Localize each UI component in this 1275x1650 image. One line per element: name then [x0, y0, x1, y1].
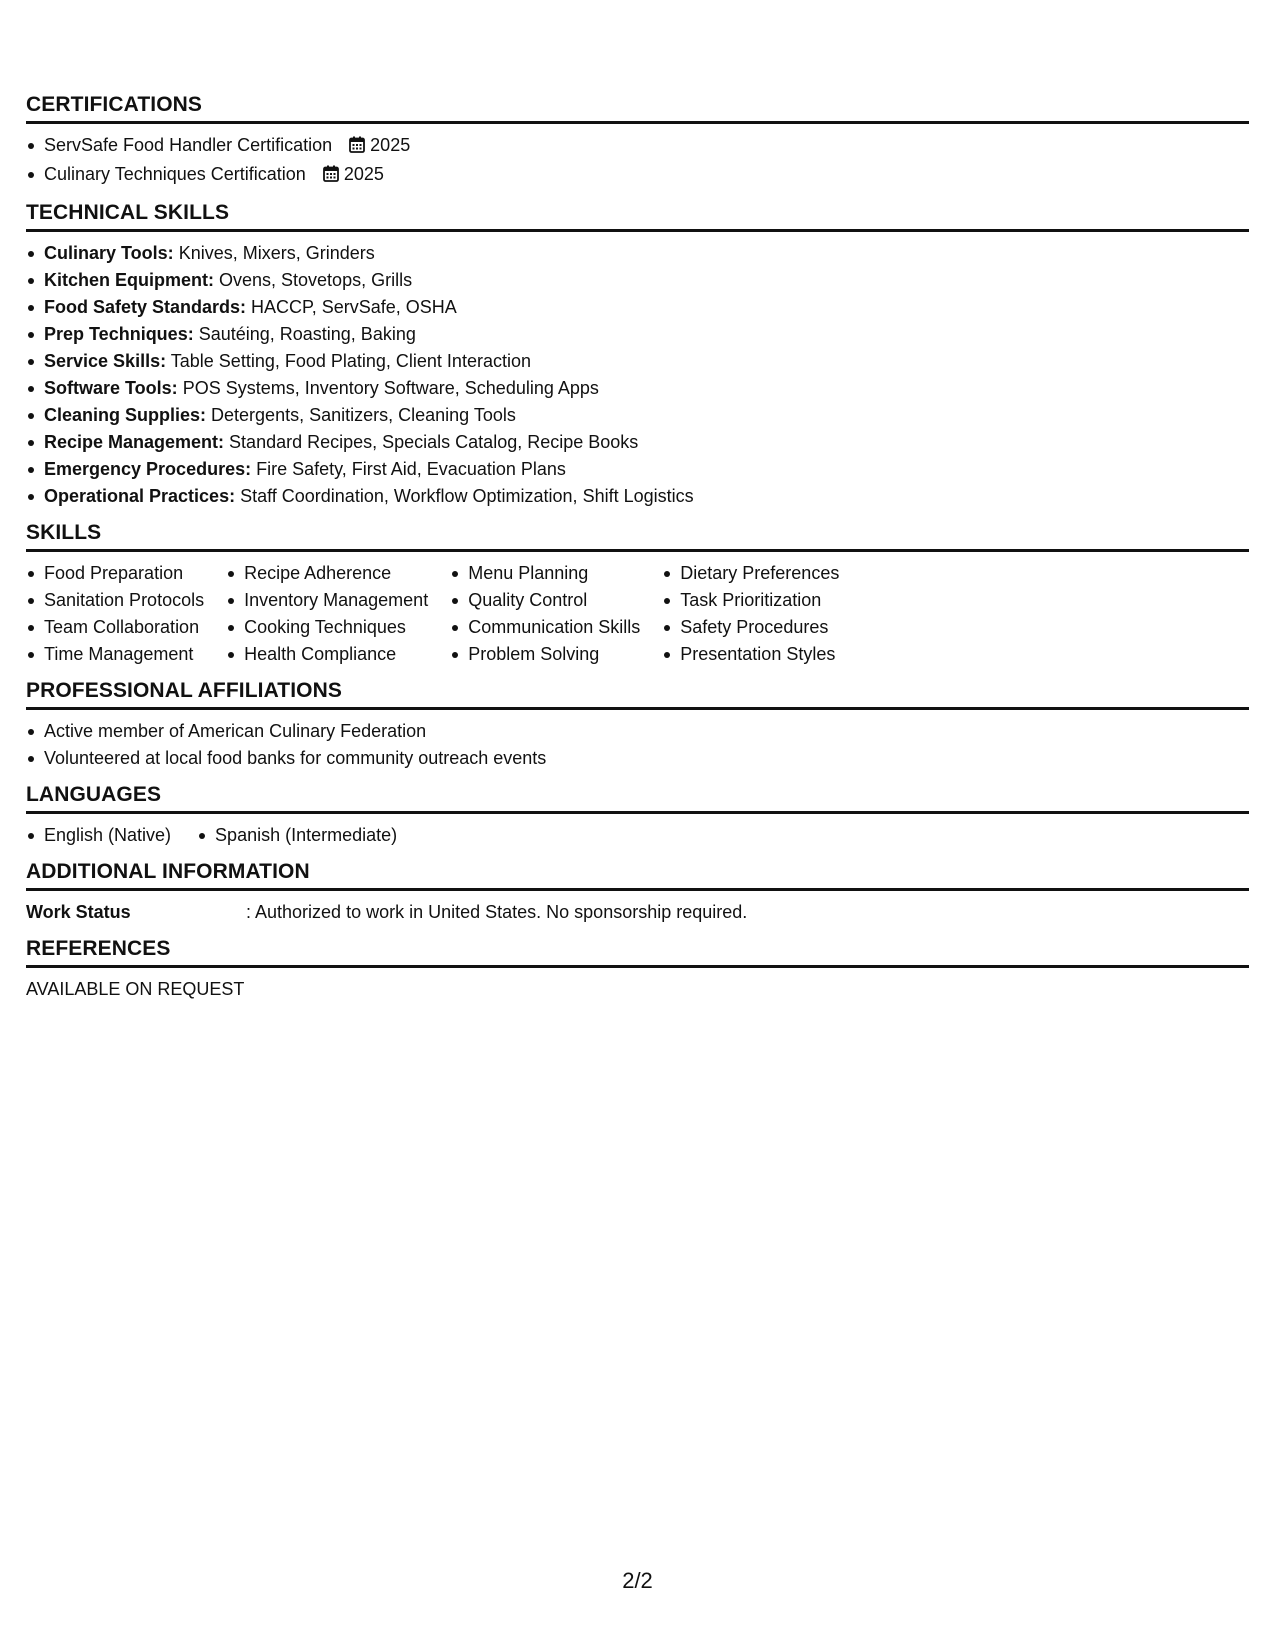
skill-label: Operational Practices: — [44, 486, 236, 506]
certifications-section — [26, 92, 1249, 190]
section-title-languages: LANGUAGES — [26, 782, 1249, 814]
skill-label: Food Safety Standards: — [44, 297, 247, 317]
work-status-label: Work Status — [26, 902, 131, 922]
list-item: Team Collaboration — [26, 614, 210, 641]
list-item: Cooking Techniques — [226, 614, 434, 641]
list-item: Communication Skills — [450, 614, 646, 641]
section-title-additional-info: ADDITIONAL INFORMATION — [26, 859, 1249, 891]
list-item: Sanitation Protocols — [26, 587, 210, 614]
section-title-certifications: CERTIFICATIONS — [26, 92, 1249, 124]
list-item: Menu Planning — [450, 560, 646, 587]
list-item: Dietary Preferences — [662, 560, 845, 587]
section-title-references: REFERENCES — [26, 936, 1249, 968]
work-status-row — [26, 899, 1249, 926]
list-item — [26, 348, 1249, 375]
list-item: Safety Procedures — [662, 614, 845, 641]
list-item — [26, 483, 1249, 510]
certification-name: ServSafe Food Handler Certification — [44, 135, 333, 155]
list-item: Presentation Styles — [662, 641, 845, 668]
list-item: Recipe Adherence — [226, 560, 434, 587]
calendar-icon — [323, 163, 339, 190]
list-item — [26, 456, 1249, 483]
work-status-value: : Authorized to work in United States. No sponsorship required. — [246, 902, 748, 922]
skill-label: Software Tools: — [44, 378, 178, 398]
skill-value: Staff Coordination, Workflow Optimization, Shift Logistics — [235, 486, 694, 506]
skill-value: Fire Safety, First Aid, Evacuation Plans — [251, 459, 566, 479]
list-item — [26, 161, 1249, 190]
languages-section — [26, 782, 1249, 849]
list-item: Inventory Management — [226, 587, 434, 614]
skill-value: Ovens, Stovetops, Grills — [214, 270, 413, 290]
list-item — [26, 240, 1249, 267]
references-section — [26, 936, 1249, 1003]
additional-info-section — [26, 859, 1249, 926]
skills-column-2 — [226, 560, 434, 668]
skill-label: Emergency Procedures: — [44, 459, 252, 479]
skill-value: POS Systems, Inventory Software, Scheduling Apps — [177, 378, 599, 398]
skills-column-1 — [26, 560, 210, 668]
list-item: Quality Control — [450, 587, 646, 614]
list-item: Spanish (Intermediate) — [197, 822, 397, 849]
references-text: AVAILABLE ON REQUEST — [26, 979, 245, 999]
list-item: Time Management — [26, 641, 210, 668]
certification-name: Culinary Techniques Certification — [44, 164, 306, 184]
list-item: Volunteered at local food banks for community outreach events — [26, 745, 1249, 772]
skill-label: Culinary Tools: — [44, 243, 174, 263]
list-item: Food Preparation — [26, 560, 210, 587]
languages-list — [26, 822, 1249, 849]
list-item — [26, 429, 1249, 456]
certifications-list — [26, 132, 1249, 190]
certification-year: 2025 — [343, 164, 384, 184]
resume-page — [26, 92, 1249, 1013]
skill-label: Service Skills: — [44, 351, 167, 371]
skill-value: Standard Recipes, Specials Catalog, Recipe Books — [224, 432, 639, 452]
skill-value: Sautéing, Roasting, Baking — [193, 324, 416, 344]
calendar-icon — [349, 134, 365, 161]
list-item — [26, 267, 1249, 294]
list-item — [26, 375, 1249, 402]
list-item — [26, 321, 1249, 348]
skill-label: Kitchen Equipment: — [44, 270, 214, 290]
list-item: Active member of American Culinary Federation — [26, 718, 1249, 745]
skill-label: Prep Techniques: — [44, 324, 194, 344]
list-item: English (Native) — [26, 822, 171, 849]
technical-skills-section — [26, 200, 1249, 510]
skill-label: Cleaning Supplies: — [44, 405, 207, 425]
certification-year: 2025 — [370, 135, 411, 155]
page-number: 2/2 — [622, 1568, 653, 1593]
affiliations-list — [26, 718, 1249, 772]
skills-column-4 — [662, 560, 845, 668]
technical-skills-list — [26, 240, 1249, 510]
skill-value: Detergents, Sanitizers, Cleaning Tools — [206, 405, 516, 425]
skill-value: Knives, Mixers, Grinders — [173, 243, 375, 263]
skill-value: Table Setting, Food Plating, Client Interaction — [166, 351, 531, 371]
list-item — [26, 132, 1249, 161]
list-item: Task Prioritization — [662, 587, 845, 614]
skills-column-3 — [450, 560, 646, 668]
affiliations-section — [26, 678, 1249, 772]
section-title-affiliations: PROFESSIONAL AFFILIATIONS — [26, 678, 1249, 710]
skills-columns — [26, 560, 1249, 668]
section-title-skills: SKILLS — [26, 520, 1249, 552]
skill-value: HACCP, ServSafe, OSHA — [246, 297, 457, 317]
list-item — [26, 294, 1249, 321]
list-item — [26, 402, 1249, 429]
skill-label: Recipe Management: — [44, 432, 225, 452]
list-item: Health Compliance — [226, 641, 434, 668]
skills-section — [26, 520, 1249, 668]
list-item: Problem Solving — [450, 641, 646, 668]
section-title-technical-skills: TECHNICAL SKILLS — [26, 200, 1249, 232]
